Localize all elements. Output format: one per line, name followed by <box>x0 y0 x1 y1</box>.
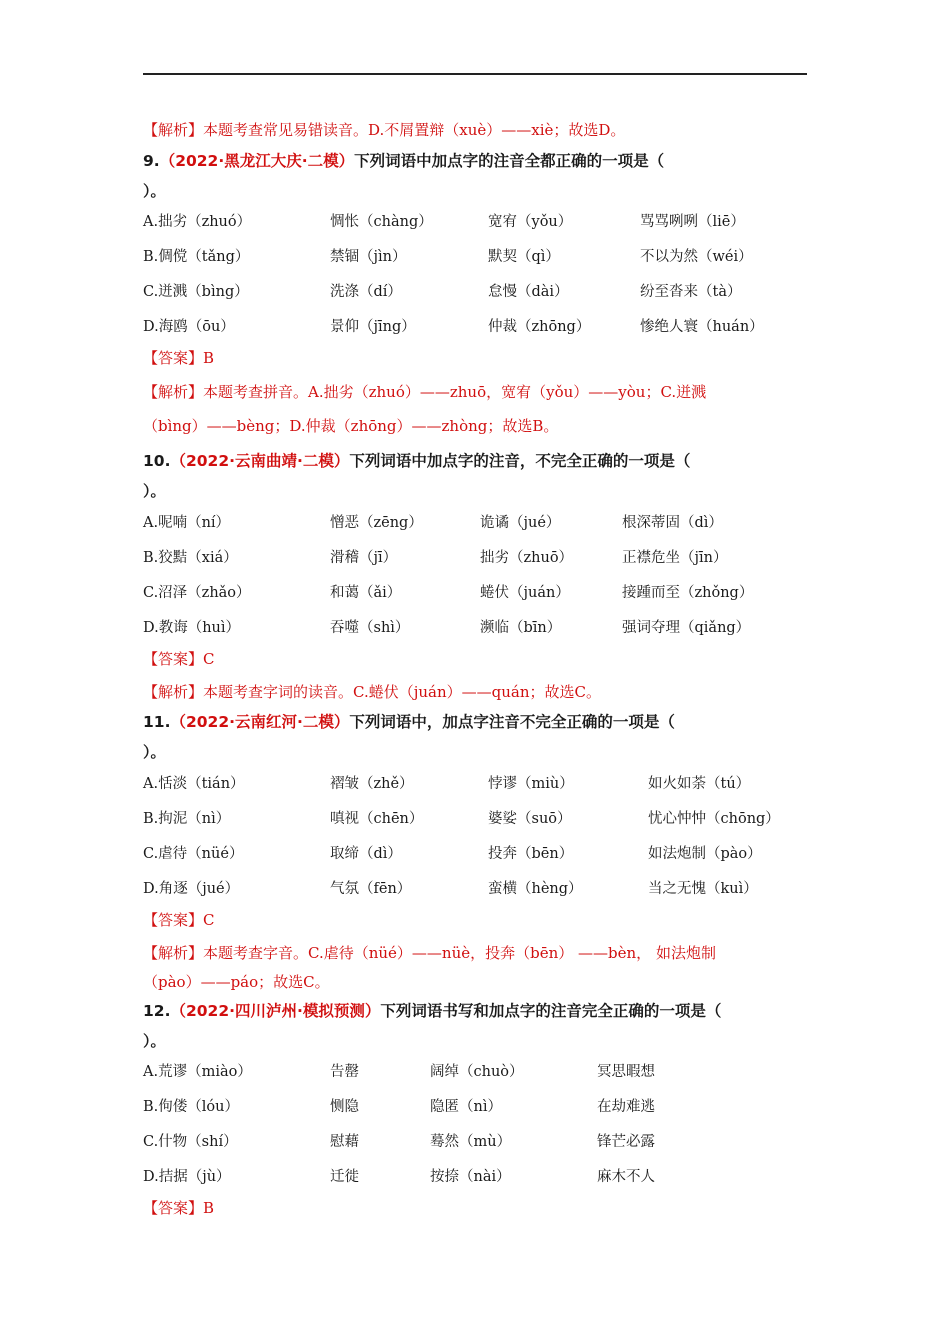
option-c-1: C.虐待（nüé） <box>143 846 244 862</box>
answer-tag: 【答案】 <box>143 650 204 668</box>
question-11-explanation-line-1 <box>143 943 716 963</box>
question-source: （2022·云南红河·二模） <box>170 713 350 731</box>
question-number: 12. <box>143 1002 171 1020</box>
option-b-2: 禁锢（jìn） <box>330 249 407 265</box>
option-a-2: 告罄 <box>330 1064 359 1080</box>
option-c-2: 取缔（dì） <box>330 846 402 862</box>
option-a-1: A.拙劣（zhuó） <box>143 214 252 230</box>
option-b-3: 隐匿（nì） <box>430 1099 502 1115</box>
option-d-3: 蛮横（hèng） <box>488 881 583 897</box>
answer-tag: 【答案】 <box>143 349 204 367</box>
option-c-2: 和蔼（ǎi） <box>330 585 402 601</box>
answer-value: B <box>203 349 215 367</box>
option-a-1: A.呢喃（ní） <box>143 515 231 531</box>
option-c-3: 蜷伏（juán） <box>480 585 570 601</box>
option-b-4: 在劫难逃 <box>597 1099 655 1115</box>
question-text: 下列词语中加点字的注音，不完全正确的一项是（ <box>349 452 691 470</box>
question-11-stem-end: ）。 <box>143 743 166 761</box>
question-11-answer <box>143 910 215 930</box>
question-text: 下列词语中加点字的注音全都正确的一项是（ <box>354 152 665 170</box>
option-c-4: 如法炮制（pào） <box>648 846 762 862</box>
question-10-answer <box>143 649 215 669</box>
option-a-2: 惆怅（chàng） <box>330 214 433 230</box>
option-d-4: 麻木不人 <box>597 1169 655 1185</box>
option-b-4: 正襟危坐（jīn） <box>622 550 728 566</box>
option-d-4: 强词夺理（qiǎng） <box>622 620 751 636</box>
option-b-4: 不以为然（wéi） <box>640 249 753 265</box>
question-source: （2022·黑龙江大庆·二模） <box>159 152 355 170</box>
answer-value: B <box>203 1199 215 1217</box>
option-d-1: D.教诲（huì） <box>143 620 241 636</box>
explanation-text: 本题考查字词的读音。C.蜷伏（juán）——quán；故选C。 <box>203 683 601 701</box>
option-a-3: 阔绰（chuò） <box>430 1064 524 1080</box>
option-a-4: 根深蒂固（dì） <box>622 515 723 531</box>
option-d-1: D.角逐（jué） <box>143 881 240 897</box>
explanation-text: 本题考查字音。C.虐待（nüé）——nüè，投奔（bēn） ——bèn， 如法炮制 <box>203 944 716 962</box>
question-10-stem <box>143 451 690 471</box>
option-b-4: 忧心忡忡（chōng） <box>648 811 780 827</box>
option-a-2: 憎恶（zēng） <box>330 515 423 531</box>
question-9-explanation-line-2: （bìng）——bèng；D.仲裁（zhōng）——zhòng；故选B。 <box>143 417 559 435</box>
option-b-3: 默契（qì） <box>488 249 560 265</box>
option-d-4: 惨绝人寰（huán） <box>640 319 764 335</box>
explanation-text: 本题考查拼音。A.拙劣（zhuó）——zhuō，宽宥（yǒu）——yòu；C.迸溅 <box>203 383 707 401</box>
option-c-2: 洗涤（dí） <box>330 284 402 300</box>
option-a-4: 骂骂咧咧（liē） <box>640 214 745 230</box>
option-a-3: 宽宥（yǒu） <box>488 214 573 230</box>
option-b-2: 滑稽（jī） <box>330 550 398 566</box>
option-d-3: 按捺（nài） <box>430 1169 511 1185</box>
question-10-stem-end: ）。 <box>143 482 166 500</box>
option-b-3: 拙劣（zhuō） <box>480 550 574 566</box>
option-d-2: 景仰（jīng） <box>330 319 416 335</box>
explanation-tag: 【解析】 <box>143 383 204 401</box>
question-9-answer <box>143 348 214 368</box>
answer-value: C <box>203 650 215 668</box>
option-d-1: D.海鸥（ōu） <box>143 319 235 335</box>
option-c-1: C.迸溅（bìng） <box>143 284 249 300</box>
q8-explanation <box>143 120 625 140</box>
option-c-4: 锋芒必露 <box>597 1134 655 1150</box>
option-d-2: 气氛（fēn） <box>330 881 412 897</box>
option-a-4: 如火如荼（tú） <box>648 776 751 792</box>
option-d-3: 仲裁（zhōng） <box>488 319 591 335</box>
option-b-2: 恻隐 <box>330 1099 359 1115</box>
header-rule <box>143 73 807 75</box>
answer-value: C <box>203 911 215 929</box>
answer-tag: 【答案】 <box>143 1199 204 1217</box>
option-c-3: 投奔（bēn） <box>488 846 574 862</box>
option-b-1: B.狡黠（xiá） <box>143 550 238 566</box>
question-12-stem <box>143 1001 721 1021</box>
question-9-explanation-line-1 <box>143 382 706 402</box>
question-11-stem <box>143 712 675 732</box>
question-number: 9. <box>143 152 160 170</box>
question-source: （2022·四川泸州·模拟预测） <box>170 1002 381 1020</box>
question-text: 下列词语中，加点字注音不完全正确的一项是（ <box>349 713 675 731</box>
question-10-explanation-line-1 <box>143 682 601 702</box>
question-11-explanation-line-2: （pào）——páo；故选C。 <box>143 973 330 991</box>
explanation-tag: 【解析】 <box>143 121 204 139</box>
option-c-3: 蓦然（mù） <box>430 1134 512 1150</box>
option-d-4: 当之无愧（kuì） <box>648 881 758 897</box>
option-a-1: A.恬淡（tián） <box>143 776 245 792</box>
option-b-3: 婆娑（suō） <box>488 811 572 827</box>
option-c-1: C.什物（shí） <box>143 1134 238 1150</box>
option-c-4: 纷至沓来（tà） <box>640 284 742 300</box>
option-a-3: 悖谬（miù） <box>488 776 574 792</box>
explanation-tag: 【解析】 <box>143 683 204 701</box>
option-c-2: 慰藉 <box>330 1134 359 1150</box>
option-a-1: A.荒谬（miào） <box>143 1064 252 1080</box>
question-12-answer <box>143 1198 214 1218</box>
question-source: （2022·云南曲靖·二模） <box>170 452 350 470</box>
question-9-stem-end: ）。 <box>143 182 166 200</box>
answer-tag: 【答案】 <box>143 911 204 929</box>
option-d-3: 濒临（bīn） <box>480 620 562 636</box>
option-d-1: D.拮据（jù） <box>143 1169 231 1185</box>
option-b-1: B.倜傥（tǎng） <box>143 249 250 265</box>
option-d-2: 迁徙 <box>330 1169 359 1185</box>
option-b-1: B.拘泥（nì） <box>143 811 231 827</box>
question-12-stem-end: ）。 <box>143 1032 166 1050</box>
option-d-2: 吞噬（shì） <box>330 620 410 636</box>
question-number: 10. <box>143 452 171 470</box>
option-c-1: C.沼泽（zhǎo） <box>143 585 251 601</box>
question-9-stem <box>143 151 664 171</box>
option-b-2: 嗔视（chēn） <box>330 811 424 827</box>
explanation-tag: 【解析】 <box>143 944 204 962</box>
question-number: 11. <box>143 713 171 731</box>
option-a-4: 冥思暇想 <box>597 1064 655 1080</box>
option-c-4: 接踵而至（zhǒng） <box>622 585 754 601</box>
option-a-2: 褶皱（zhě） <box>330 776 414 792</box>
explanation-text: 本题考查常见易错读音。D.不屑置辩（xuè）——xiè；故选D。 <box>203 121 626 139</box>
option-b-1: B.佝偻（lóu） <box>143 1099 239 1115</box>
option-a-3: 诡谲（jué） <box>480 515 561 531</box>
option-c-3: 怠慢（dài） <box>488 284 569 300</box>
question-text: 下列词语书写和加点字的注音完全正确的一项是（ <box>380 1002 722 1020</box>
